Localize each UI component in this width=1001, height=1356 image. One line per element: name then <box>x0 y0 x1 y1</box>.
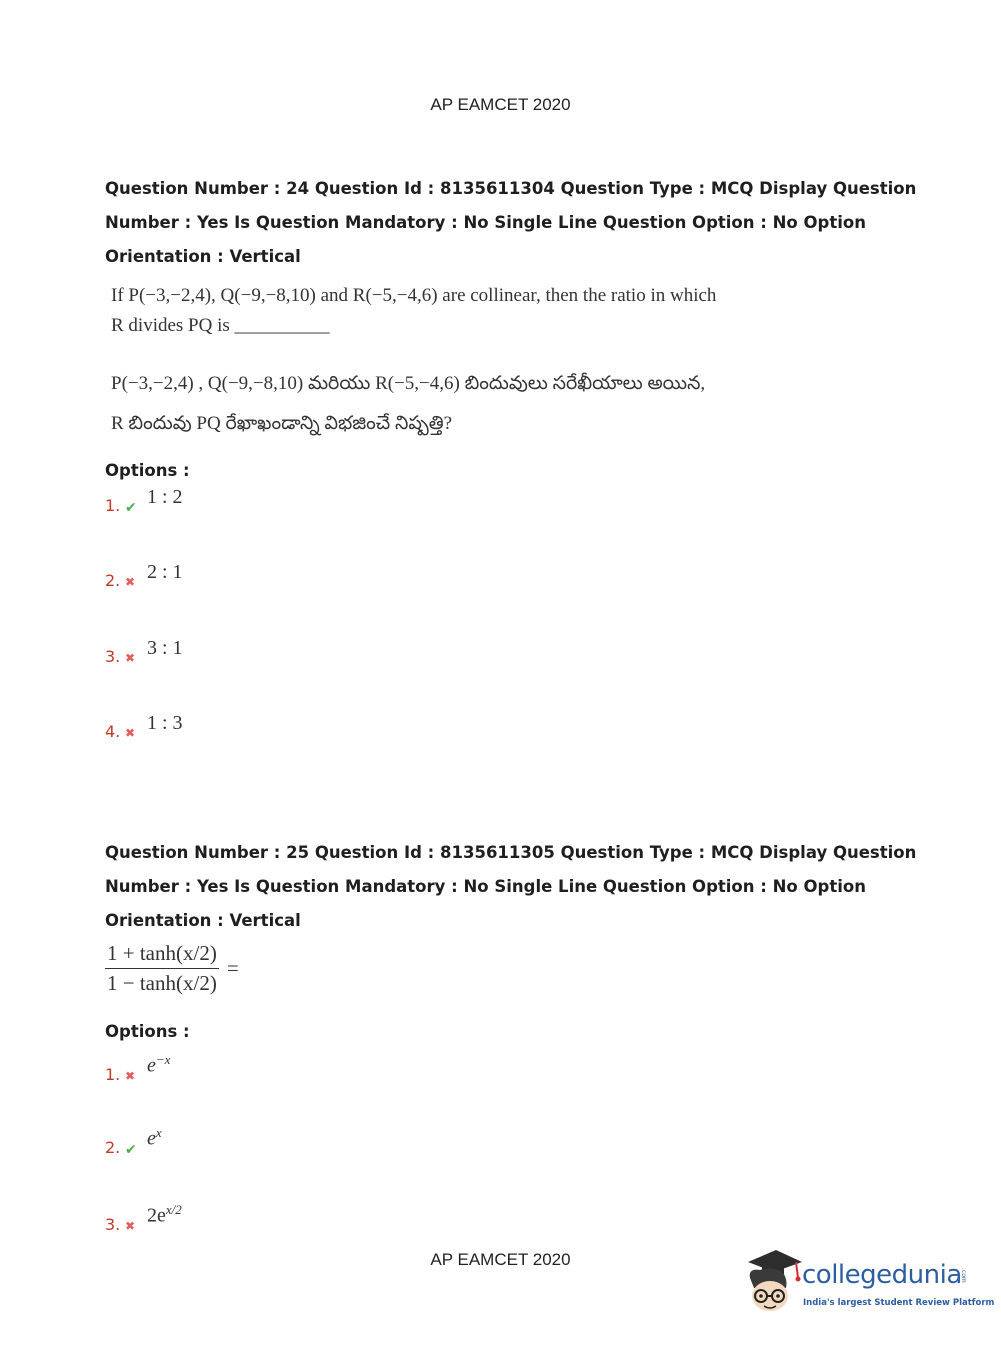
exp-base: 2e <box>147 1204 166 1227</box>
question-text-line: R బిందువు PQ రేఖాఖండాన్ని విభజించే నిష్పత్తి? <box>111 413 453 434</box>
brand-suffix: .com <box>960 1268 967 1283</box>
option-text <box>147 1202 182 1228</box>
collegedunia-logo <box>742 1248 995 1318</box>
page-footer-title: AP EAMCET 2020 <box>430 1250 571 1269</box>
option-text: 3 : 1 <box>147 637 183 659</box>
option-3 <box>105 637 183 666</box>
cross-icon: ✖ <box>125 575 136 589</box>
meta-line: Orientation : Vertical <box>105 911 301 930</box>
option-number: 2. <box>105 1137 121 1157</box>
brand-tagline: India's largest Student Review Platform <box>803 1298 995 1308</box>
options-label: Options : <box>105 461 190 480</box>
option-3 <box>105 1202 182 1234</box>
option-number: 4. <box>105 722 121 741</box>
option-text: 1 : 3 <box>147 712 183 734</box>
meta-line: Number : Yes Is Question Mandatory : No Single Line Question Option : No Option <box>105 877 866 896</box>
option-text <box>147 1125 162 1151</box>
fraction-numerator: 1 + tanh(x/2) <box>107 941 217 965</box>
cross-icon: ✖ <box>125 1218 136 1233</box>
cross-icon: ✖ <box>125 726 136 740</box>
option-number: 3. <box>105 647 121 666</box>
question-25-fraction <box>105 941 239 996</box>
question-24-english <box>111 281 716 341</box>
mascot-icon <box>742 1248 804 1316</box>
check-icon: ✔ <box>125 1140 137 1157</box>
brand-name: collegedunia <box>802 1260 962 1290</box>
option-4 <box>105 712 183 741</box>
exp-power: x <box>155 1125 162 1140</box>
meta-line: Number : Yes Is Question Mandatory : No Single Line Question Option : No Option <box>105 213 866 232</box>
question-25-meta <box>105 836 917 938</box>
exp-power: x/2 <box>165 1202 182 1217</box>
option-text: 2 : 1 <box>147 561 183 583</box>
option-number: 1. <box>105 1064 121 1084</box>
exp-base: e <box>147 1054 156 1077</box>
question-24-meta <box>105 172 917 274</box>
options-label: Options : <box>105 1022 190 1041</box>
question-text-line: P(−3,−2,4) , Q(−9,−8,10) మరియు R(−5,−4,6) బిందువులు సరేఖీయాలు అయిన, <box>111 373 706 394</box>
check-icon: ✔ <box>125 499 137 515</box>
option-text: 1 : 2 <box>147 486 183 508</box>
question-text-line: R divides PQ is __________ <box>111 315 330 336</box>
exp-base: e <box>147 1127 156 1150</box>
cross-icon: ✖ <box>125 1068 136 1083</box>
fraction <box>105 941 219 996</box>
equals-sign: = <box>226 956 239 980</box>
option-2 <box>105 561 183 590</box>
option-number: 1. <box>105 496 121 515</box>
option-text <box>147 1052 170 1078</box>
cross-icon: ✖ <box>125 651 136 665</box>
question-24-telugu <box>111 364 705 444</box>
question-text-line: If P(−3,−2,4), Q(−9,−8,10) and R(−5,−4,6) are collinear, then the ratio in which <box>111 285 717 306</box>
fraction-denominator: 1 − tanh(x/2) <box>107 971 217 995</box>
option-1 <box>105 1052 171 1084</box>
meta-line: Question Number : 25 Question Id : 8135611305 Question Type : MCQ Display Question <box>105 843 917 862</box>
option-1 <box>105 486 183 515</box>
meta-line: Question Number : 24 Question Id : 8135611304 Question Type : MCQ Display Question <box>105 179 917 198</box>
page-header-title: AP EAMCET 2020 <box>430 95 571 114</box>
option-number: 2. <box>105 571 121 590</box>
meta-line: Orientation : Vertical <box>105 247 301 266</box>
option-number: 3. <box>105 1214 121 1234</box>
option-2 <box>105 1125 162 1157</box>
exp-power: −x <box>155 1052 171 1067</box>
